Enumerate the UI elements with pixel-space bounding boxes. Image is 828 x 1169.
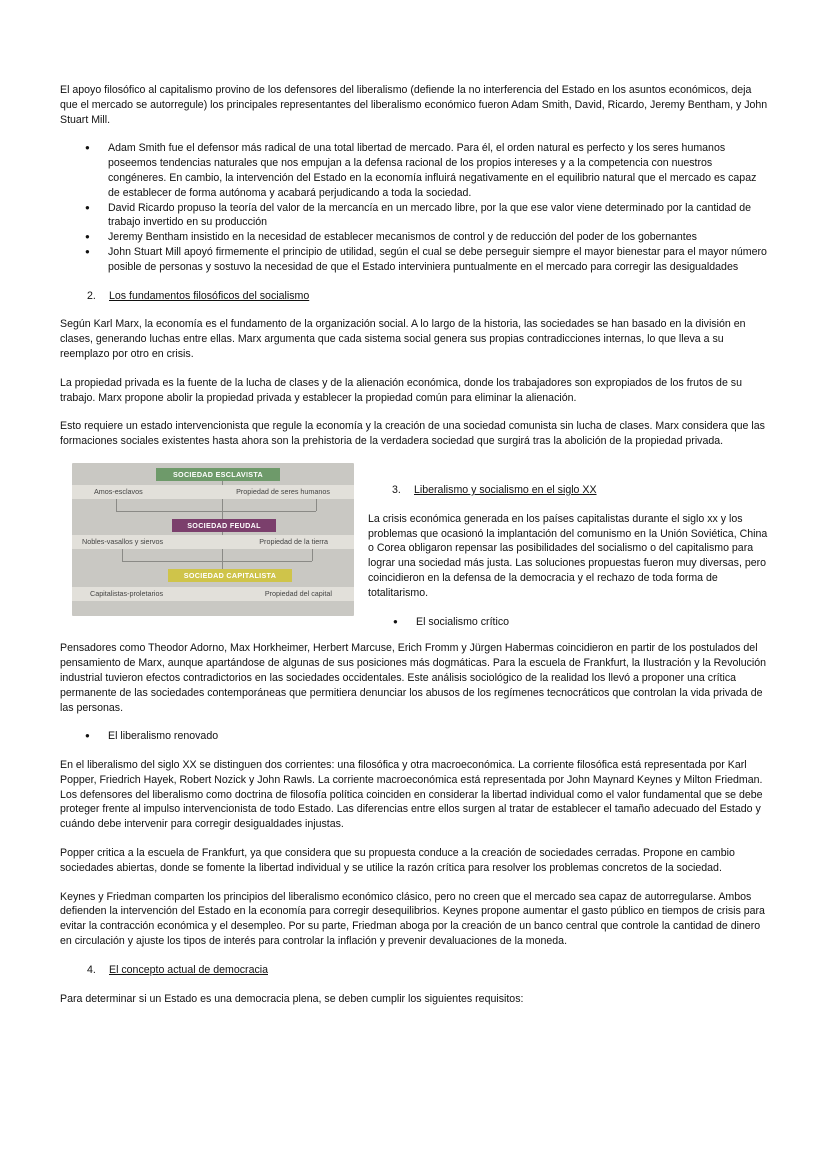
liberal-thinkers-list <box>60 141 770 274</box>
paragraph: Esto requiere un estado intervencionista que regule la economía y la creación de una sociedad comunista sin lucha de clases. Marx considera que las formaciones sociales existentes hasta ahora son la prehistoria de la verdadera sociedad que surgirá tras la abolición de la propiedad privada. <box>60 420 765 448</box>
paragraph: La propiedad privada es la fuente de la lucha de clases y de la alienación económica, donde los trabajadores son expropiados de los frutos de su trabajo. Marx propone abolir la propiedad privada y establecer la propiedad común para eliminar la alienación. <box>60 376 742 404</box>
bar-left-label: Capitalistas-proletarios <box>90 588 164 598</box>
capitalist-society-bar <box>72 587 354 601</box>
paragraph: La crisis económica generada en los países capitalistas durante el siglo xx y los problemas que ocasionó la implantación del comunismo en la Unión Soviética, China o Corea obligaron repensar las posibilidades del socialismo o del capitalismo para lograr una sociedad más justa. Las soluciones propuestas fueron muy diversas, pero coincidieron en la defensa de la democracia y el rechazo de toda forma de totalitarismo. <box>368 512 768 599</box>
connector-line <box>122 561 312 562</box>
document-page <box>60 83 770 1020</box>
bar-left-label: Nobles-vasallos y siervos <box>82 536 164 546</box>
slave-society-bar <box>72 485 354 499</box>
connector-line <box>312 549 313 561</box>
section-title: El concepto actual de democracia <box>109 963 268 976</box>
list-item: ● David Ricardo propuso la teoría del valor de la mercancía en un mercado libre, por la que ese valor viene determinado por la cantidad de trabajo invertido en su producción <box>60 201 770 231</box>
bar-left-label: Amos-esclavos <box>94 486 143 496</box>
connector-line <box>116 511 316 512</box>
bar-right-label: Propiedad de la tierra <box>259 536 328 546</box>
connector-line <box>116 499 117 511</box>
subsection-bullet: ● El socialismo crítico <box>368 615 770 630</box>
section-heading-2 <box>60 289 770 304</box>
list-item: ● Adam Smith fue el defensor más radical de una total libertad de mercado. Para él, el orden natural es perfecto y los seres humanos poseemos tendencias naturales que nos empujan a la defensa racional de los propios intereses y a la competencia con nuestros congéneres. En cambio, la intervención del Estado en la economía influirá negativamente en el equilibrio natural que el mercado es capaz de establecer de forma autónoma y acabará perjudicando a toda la sociedad. <box>60 141 770 200</box>
section-number: 3. <box>392 483 401 496</box>
paragraph: Keynes y Friedman comparten los principios del liberalismo económico clásico, pero no creen que el mercado sea capaz de autorregularse. Ambos defienden la intervención del Estado en la economía para corregir desequilibrios. Keynes propone aumentar el gasto público en tiempos de crisis para evitar la contracción económica y el desempleo. Por su parte, Friedman aboga por la creación de un banco central que controle la cantidad de dinero en circulación y ajuste los tipos de interés para controlar la inflación y prevenir devaluaciones de la moneda. <box>60 890 765 948</box>
list-item: ● John Stuart Mill apoyó firmemente el principio de utilidad, según el cual se debe perseguir siempre el mayor bienestar para el mayor número posible de personas y sostuvo la necesidad de que el Estado interviniera puntualmente en el mercado para corregir las desigualdades <box>60 245 770 275</box>
section-number: 4. <box>87 963 96 976</box>
societies-diagram-image <box>72 463 354 616</box>
section-title: Los fundamentos filosóficos del socialismo <box>109 289 310 302</box>
section-title: Liberalismo y socialismo en el siglo XX <box>414 483 597 496</box>
subsection-bullet: ● El liberalismo renovado <box>60 729 770 744</box>
bar-right-label: Propiedad del capital <box>264 588 332 598</box>
feudal-society-box: SOCIEDAD FEUDAL <box>172 519 276 532</box>
intro-paragraph: El apoyo filosófico al capitalismo provino de los defensores del liberalismo (defiende la no interferencia del Estado en los asuntos económicos, deja que el mercado se autorregule) los principales representantes del liberalismo económico fueron Adam Smith, David, Ricardo, Jeremy Bentham, y John Stuart Mill. <box>60 84 768 126</box>
connector-line <box>316 499 317 511</box>
figure-row <box>72 463 770 629</box>
paragraph: Para determinar si un Estado es una democracia plena, se deben cumplir los siguientes requisitos: <box>60 992 524 1005</box>
paragraph: Pensadores como Theodor Adorno, Max Horkheimer, Herbert Marcuse, Erich Fromm y Jürgen Habermas coincidieron en partir de los postulados del pensamiento de Marx, aunque apartándose de algunas de sus posiciones más dogmáticas. Para la escuela de Frankfurt, la Ilustración y la Revolución industrial tuvieron efectos contradictorios en las sociedades occidentales. Este análisis sociológico de la realidad los llevó a proponer una crítica permanente de las sociedades contemporáneas que permitiera denunciar los abusos de los regímenes tecnocráticos que controlan la vida privada de las personas. <box>60 642 767 714</box>
section-heading-4 <box>60 963 770 978</box>
figure-side-text <box>368 463 770 629</box>
paragraph: Popper critica a la escuela de Frankfurt, ya que considera que su propuesta conduce a la creación de sociedades cerradas. Propone en cambio sociedades abiertas, donde se fomente la libertad individual y se utilice la razón crítica para resolver los problemas concretos de la sociedad. <box>60 847 735 874</box>
connector-line <box>122 549 123 561</box>
feudal-society-bar <box>72 535 354 549</box>
capitalist-society-box: SOCIEDAD CAPITALISTA <box>168 569 292 582</box>
paragraph: Según Karl Marx, la economía es el fundamento de la organización social. A lo largo de la historia, las sociedades se han basado en la división en clases, generando luchas entre ellas. Marx argumenta que cada sistema social genera sus propias contradicciones internas, lo que lleva a su reemplazo por otro en crisis. <box>60 318 746 360</box>
section-heading-3 <box>368 483 770 498</box>
slave-society-box: SOCIEDAD ESCLAVISTA <box>156 468 280 481</box>
section-number: 2. <box>87 289 96 302</box>
bar-right-label: Propiedad de seres humanos <box>236 486 330 496</box>
paragraph: En el liberalismo del siglo XX se distinguen dos corrientes: una filosófica y otra macroeconómica. La corriente filosófica está representada por Karl Popper, Friedrich Hayek, Robert Nozick y John Rawls. La corriente macroeconómica está representada por John Maynard Keynes y Milton Friedman. Los defensores del liberalismo como doctrina de filosofía política coinciden en considerar la libertad individual como el valor fundamental que se debe proteger frente al impulso intervencionista de todo Estado. Las diferencias entre ellos surgen al tratar de establecer el tamaño adecuado del Estado y cuándo debe intervenir para corregir desigualdades injustas. <box>60 759 763 831</box>
list-item: ● Jeremy Bentham insistido en la necesidad de establecer mecanismos de control y de reducción del poder de los gobernantes <box>60 230 770 245</box>
